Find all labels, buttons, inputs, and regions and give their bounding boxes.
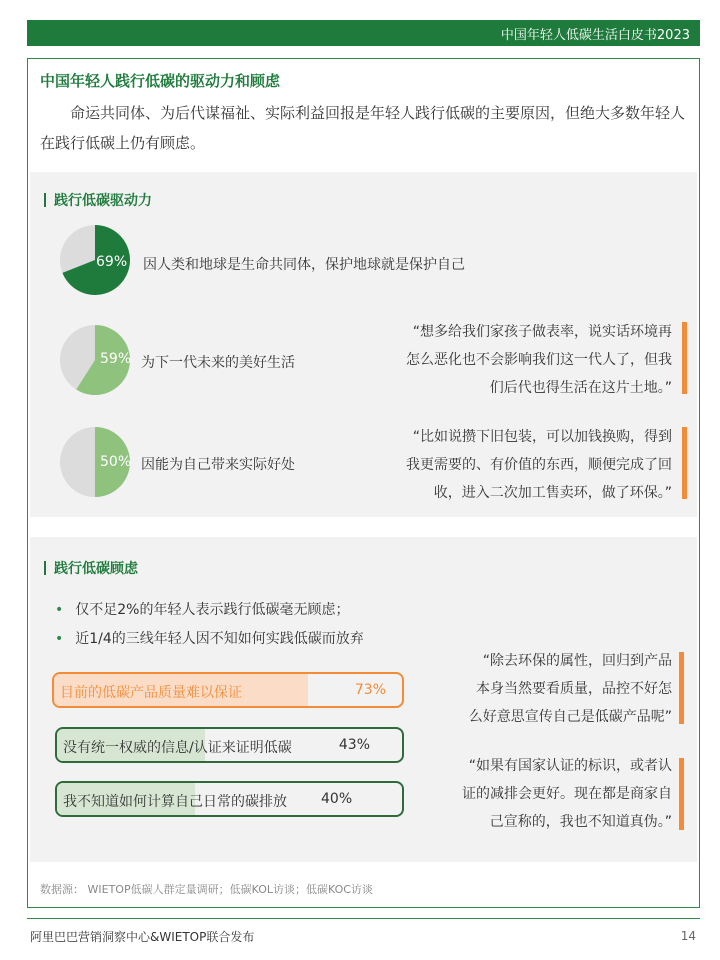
header-bar xyxy=(27,20,700,46)
driver-text-3: 因能为自己带来实际好处 xyxy=(141,457,295,473)
concern-bar-percent: 43% xyxy=(338,737,370,753)
pie-label-driver-2: 59% xyxy=(100,351,132,367)
concern-bar-percent: 40% xyxy=(321,791,353,807)
concern-bar-2 xyxy=(55,727,404,763)
pie-label-driver-1: 69% xyxy=(96,254,128,270)
quote-concern-1 xyxy=(469,647,672,731)
quote-line: 么好意思宣传自己是低碳产品呢” xyxy=(468,709,672,725)
quote-line: “如果有国家认证的标识，或者认 xyxy=(468,758,672,774)
concern-bar-label: 我不知道如何计算自己日常的碳排放 xyxy=(63,794,287,810)
quote-accent-bar xyxy=(679,758,684,830)
concern-bar-3 xyxy=(55,781,404,817)
data-source: 数据源： WIETOP低碳人群定量调研；低碳KOL访谈；低碳KOC访谈 xyxy=(40,883,373,896)
driver-text-1: 因人类和地球是生命共同体，保护地球就是保护自己 xyxy=(143,257,465,273)
pie-label-driver-3: 50% xyxy=(100,454,132,470)
quote-driver-1 xyxy=(406,318,672,402)
quote-accent-bar xyxy=(682,427,687,499)
drivers-title: 践行低碳驱动力 xyxy=(44,190,152,210)
footer-publisher: 阿里巴巴营销洞察中心&WIETOP联合发布 xyxy=(30,930,255,944)
concern-bar-label: 目前的低碳产品质量难以保证 xyxy=(60,685,242,701)
quote-line: 们后代也得生活在这片土地。” xyxy=(489,380,672,396)
bullet-item: • 近1/4的三线年轻人因不知如何实践低碳而放弃 xyxy=(55,628,364,648)
page-number: 14 xyxy=(680,929,696,943)
quote-accent-bar xyxy=(679,652,684,724)
report-title: 中国年轻人低碳生活白皮书2023 xyxy=(500,28,690,43)
concern-bar-percent: 73% xyxy=(354,682,386,698)
driver-text-2: 为下一代未来的美好生活 xyxy=(141,355,295,371)
concern-bar-label: 没有统一权威的信息/认证来证明低碳 xyxy=(63,740,292,756)
quote-line: “想多给我们家孩子做表率，说实话环境再 xyxy=(412,324,672,340)
quote-line: 己宣称的，我也不知道真伪。” xyxy=(489,814,672,830)
section-title: 中国年轻人践行低碳的驱动力和顾虑 xyxy=(40,72,281,90)
quote-line: 证的减排会更好。现在都是商家自 xyxy=(462,786,672,802)
quote-line: “比如说攒下旧包装，可以加钱换购，得到 xyxy=(412,429,672,445)
quote-concern-2 xyxy=(462,752,672,836)
quote-line: “除去环保的属性，回归到产品 xyxy=(482,653,672,669)
quote-line: 收，进入二次加工售卖环，做了环保。” xyxy=(433,485,672,501)
quote-line: 怎么恶化也不会影响我们这一代人了，但我 xyxy=(406,352,672,368)
quote-accent-bar xyxy=(682,322,687,394)
intro-paragraph: 命运共同体、为后代谋福祉、实际利益回报是年轻人践行低碳的主要原因，但绝大多数年轻人在践行低碳上仍有顾虑。 xyxy=(40,104,686,152)
concerns-title: 践行低碳顾虑 xyxy=(44,558,138,578)
quote-driver-2 xyxy=(406,423,672,507)
quote-line: 我更需要的、有价值的东西，顺便完成了回 xyxy=(406,457,672,473)
footer-divider xyxy=(27,918,700,919)
quote-line: 本身当然要看质量，品控不好怎 xyxy=(476,681,672,697)
concern-bar-1 xyxy=(52,672,404,708)
bullet-item: • 仅不足2%的年轻人表示践行低碳毫无顾虑； xyxy=(55,599,349,619)
